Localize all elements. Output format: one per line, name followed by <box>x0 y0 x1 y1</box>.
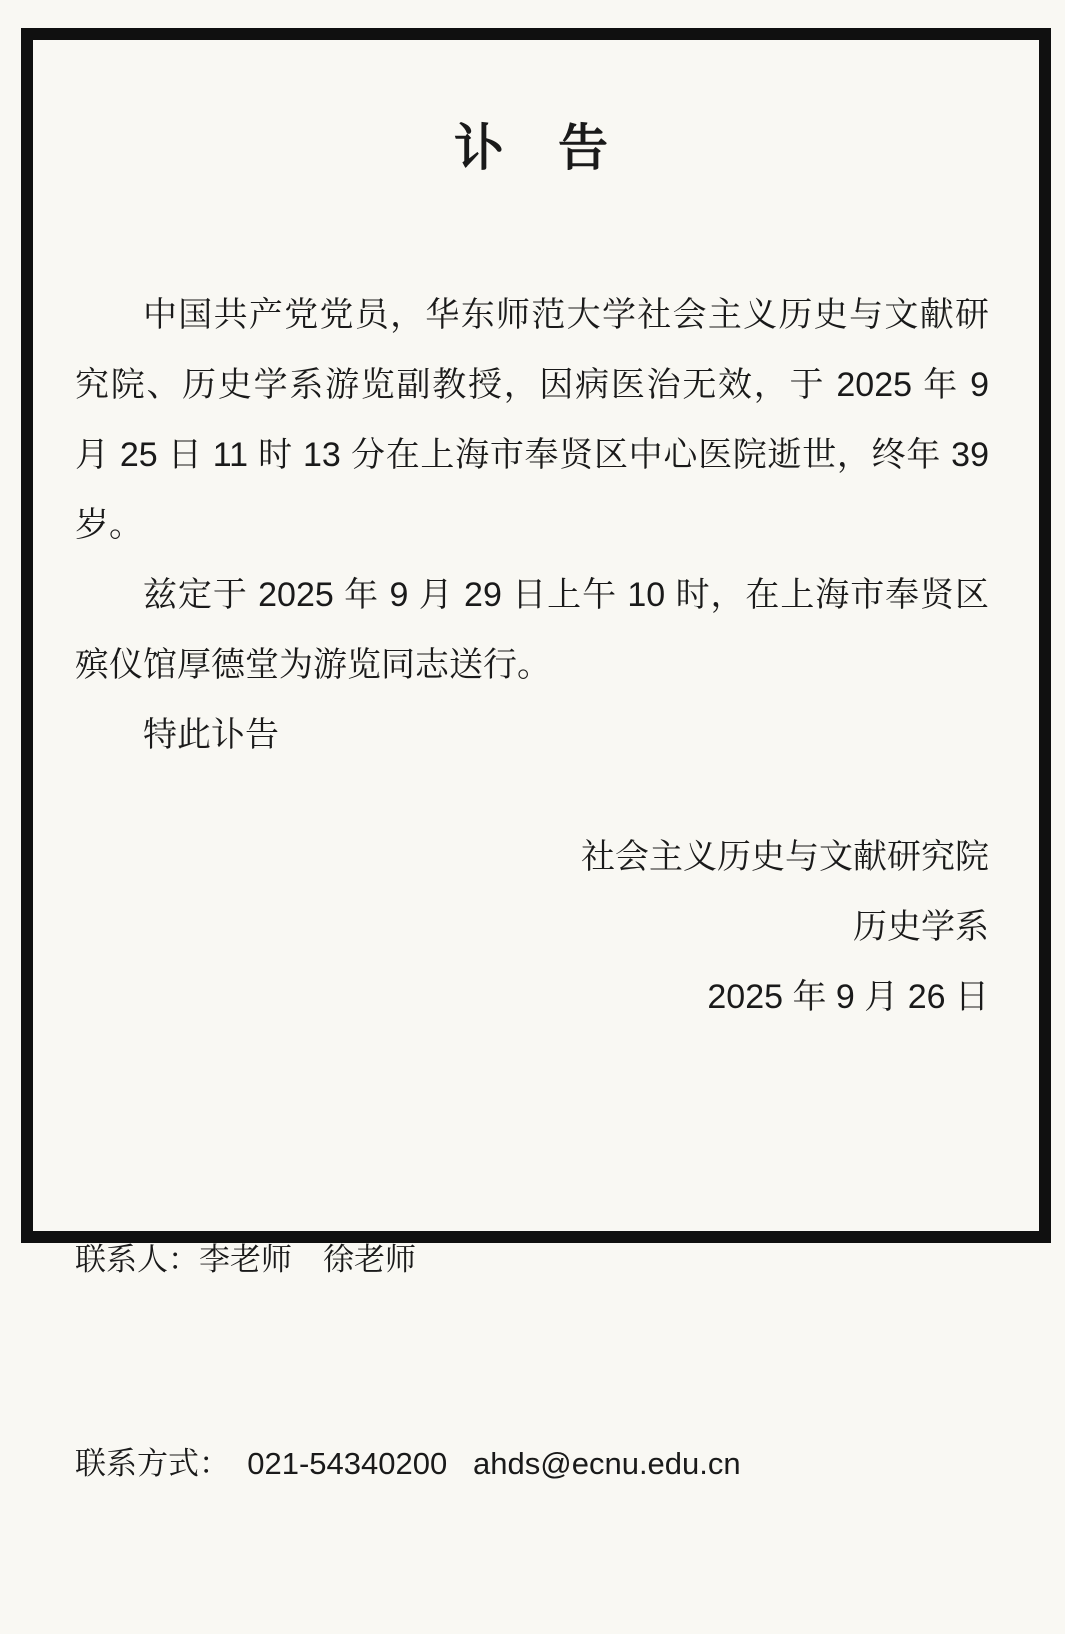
contact-method-line: 联系方式： 021-54340200 ahds@ecnu.edu.cn <box>75 1446 741 1481</box>
document-body <box>75 280 989 770</box>
signature-org-institute: 社会主义历史与文献研究院 <box>581 838 989 876</box>
contact-person-line: 联系人：李老师 徐老师 <box>75 1242 416 1277</box>
paragraph-death-notice <box>75 280 989 560</box>
closing-statement: 特此讣告 <box>143 716 279 754</box>
body-line: 究院、历史学系游览副教授，因病医治无效，于 2025 年 9 <box>75 366 989 404</box>
contact-block <box>75 1090 989 1634</box>
body-line: 兹定于 2025 年 9 月 29 日上午 10 时，在上海市奉贤区 <box>143 576 989 614</box>
body-line: 月 25 日 11 时 13 分在上海市奉贤区中心医院逝世，终年 39 <box>75 436 989 474</box>
page-title: 讣 告 <box>454 120 610 176</box>
signature-org-department: 历史学系 <box>853 908 989 946</box>
signature-block <box>75 822 989 1032</box>
body-line: 中国共产党党员，华东师范大学社会主义历史与文献研 <box>143 296 989 334</box>
body-line: 岁。 <box>75 506 143 544</box>
body-line: 殡仪馆厚德堂为游览同志送行。 <box>75 646 551 684</box>
document-frame <box>21 28 1051 1481</box>
signature-date: 2025 年 9 月 26 日 <box>707 978 989 1016</box>
paragraph-farewell-arrangement <box>75 560 989 700</box>
